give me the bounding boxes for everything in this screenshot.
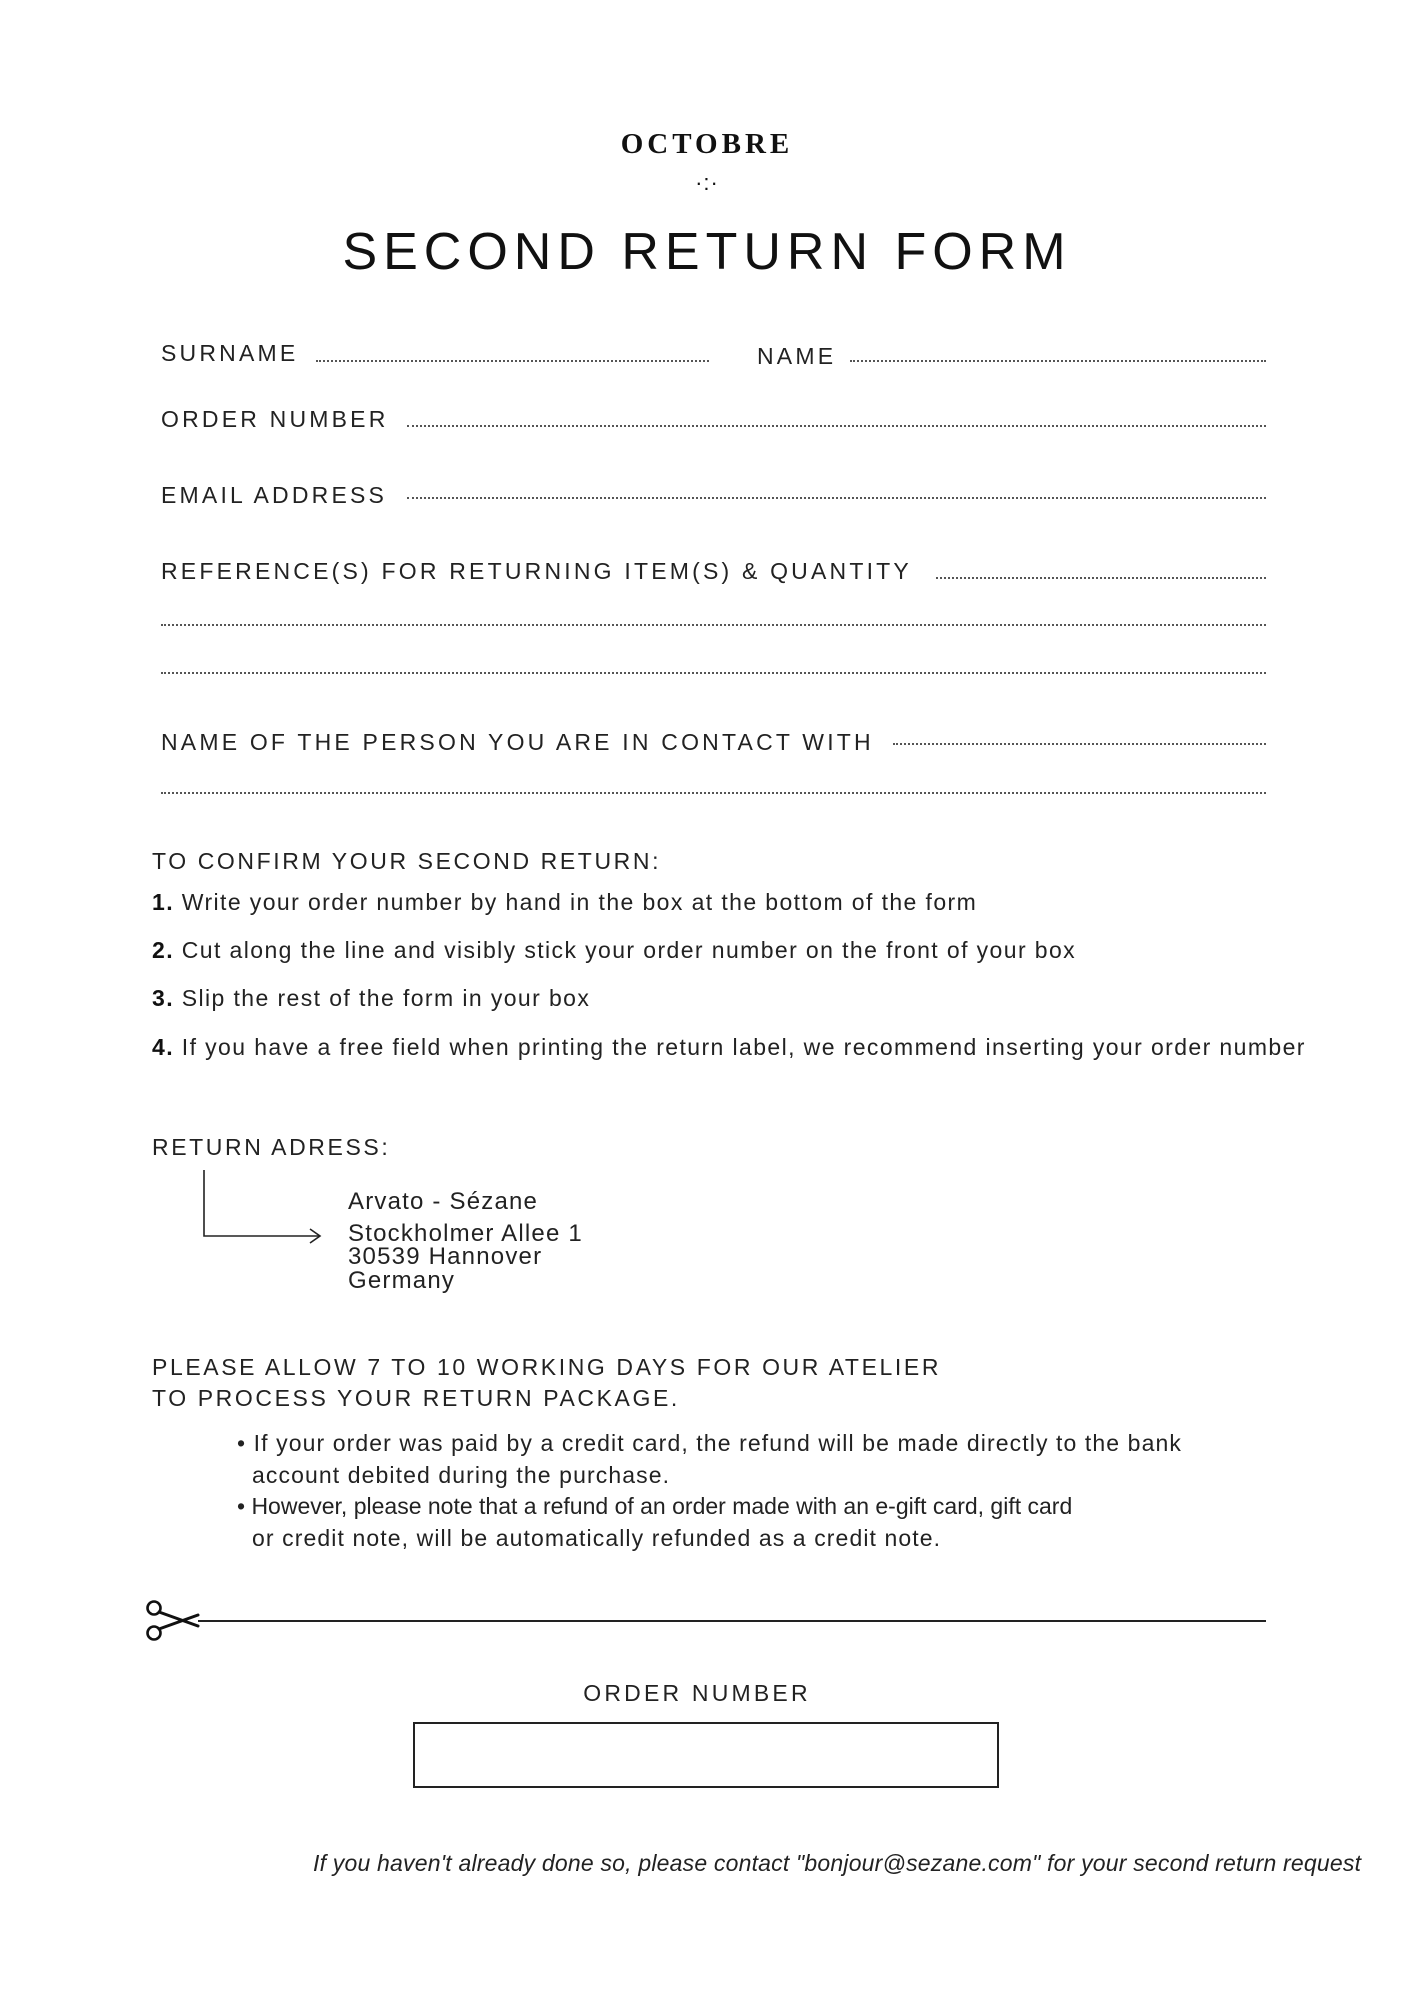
order-number-box-label: ORDER NUMBER <box>583 1680 811 1706</box>
cut-line <box>198 1620 1266 1622</box>
order-number-label: ORDER NUMBER <box>161 406 389 432</box>
surname-label: SURNAME <box>161 340 299 366</box>
footer-note: If you haven't already done so, please contact "bonjour@sezane.com" for your second return request <box>313 1850 1362 1876</box>
name-label: NAME <box>757 343 837 369</box>
refund-bullet: • However, please note that a refund of an order made with an e-gift card, gift card <box>237 1493 1073 1519</box>
email-label: EMAIL ADDRESS <box>161 482 388 508</box>
return-address-heading: RETURN ADRESS: <box>152 1134 391 1160</box>
instruction-step <box>152 1034 1306 1061</box>
step-text: Write your order number by hand in the box at the bottom of the form <box>173 889 978 915</box>
processing-line: PLEASE ALLOW 7 TO 10 WORKING DAYS FOR OUR ATELIER <box>152 1354 942 1380</box>
step-text: If you have a free field when printing the return label, we recommend inserting your order number <box>173 1034 1306 1060</box>
references-label: REFERENCE(S) FOR RETURNING ITEM(S) & QUANTITY <box>161 558 912 584</box>
address-line: Germany <box>348 1267 456 1294</box>
order-number-field[interactable] <box>407 425 1266 427</box>
references-field-line-2[interactable] <box>161 624 1266 626</box>
scissors-icon <box>144 1600 200 1642</box>
references-field[interactable] <box>936 577 1266 579</box>
step-text: Cut along the line and visibly stick your order number on the front of your box <box>173 937 1077 963</box>
email-field[interactable] <box>407 497 1266 499</box>
surname-field[interactable] <box>316 360 709 362</box>
contact-person-field-line-2[interactable] <box>161 792 1266 794</box>
order-number-box[interactable] <box>413 1722 999 1788</box>
address-line: Arvato - Sézane <box>348 1188 539 1215</box>
step-number: 2. <box>152 937 174 963</box>
page-title: SECOND RETURN FORM <box>342 223 1072 281</box>
refund-bullet-cont: or credit note, will be automatically refunded as a credit note. <box>252 1525 942 1551</box>
step-number: 4. <box>152 1034 174 1060</box>
processing-line: TO PROCESS YOUR RETURN PACKAGE. <box>152 1385 680 1411</box>
contact-person-label: NAME OF THE PERSON YOU ARE IN CONTACT WITH <box>161 729 874 755</box>
instruction-step <box>152 889 977 916</box>
brand-ornament: ·:· <box>695 170 719 195</box>
references-field-line-3[interactable] <box>161 672 1266 674</box>
step-number: 1. <box>152 889 174 915</box>
refund-bullet-cont: account debited during the purchase. <box>252 1462 671 1488</box>
brand-logo: OCTOBRE <box>620 128 794 160</box>
contact-person-field[interactable] <box>893 743 1266 745</box>
instruction-step <box>152 937 1076 964</box>
address-line: Stockholmer Allee 1 <box>348 1220 583 1247</box>
instruction-step <box>152 985 590 1012</box>
refund-bullet: • If your order was paid by a credit card, the refund will be made directly to the bank <box>237 1430 1182 1456</box>
name-field[interactable] <box>850 360 1266 362</box>
arrow-icon <box>196 1168 326 1248</box>
step-text: Slip the rest of the form in your box <box>173 985 591 1011</box>
address-line: 30539 Hannover <box>348 1243 543 1270</box>
instructions-heading: TO CONFIRM YOUR SECOND RETURN: <box>152 848 662 874</box>
step-number: 3. <box>152 985 174 1011</box>
